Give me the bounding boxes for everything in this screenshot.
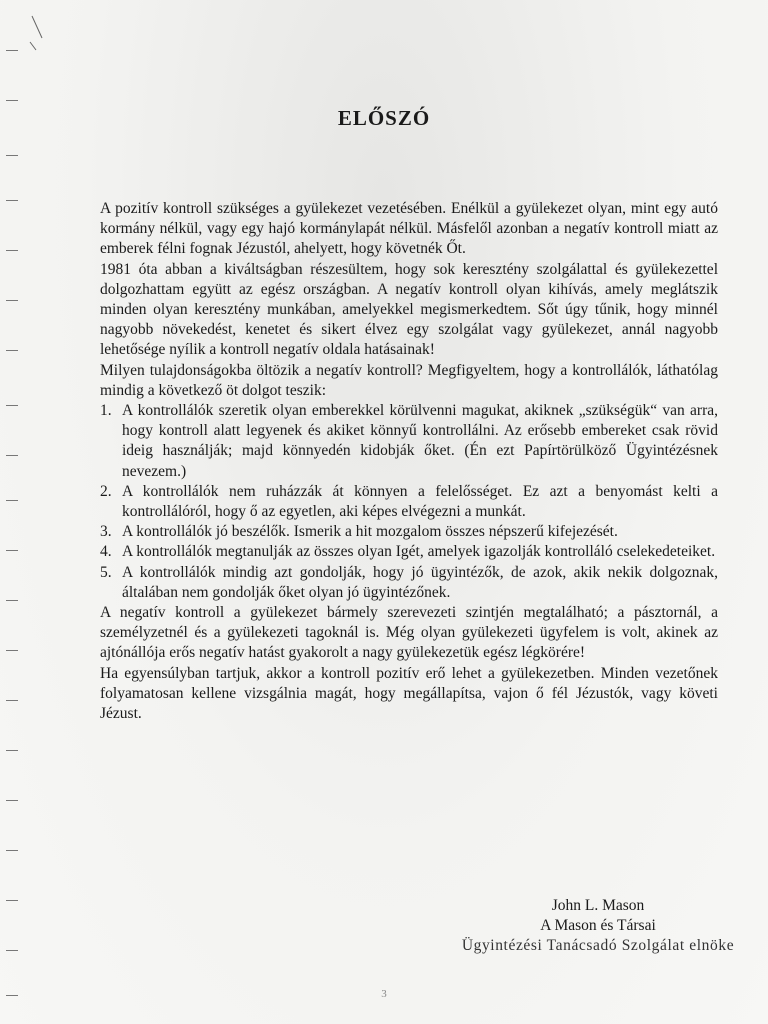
list-number: 5.: [100, 563, 112, 581]
list-number: 4.: [100, 543, 112, 561]
body-text: [100, 199, 718, 724]
signature-company: A Mason és Társai: [540, 917, 656, 934]
paragraph: Milyen tulajdonságokba öltözik a negatív kontroll? Megfigyeltem, hogy a kontrollálók, láthatólag mindig a következő öt dolgot teszik:: [100, 361, 718, 399]
page-number: 3: [381, 988, 387, 1000]
paragraph: A pozitív kontroll szükséges a gyülekezet vezetésében. Enélkül a gyülekezet olyan, mint egy autó kormány nélkül, vagy egy hajó kormánylapát nélkül. Másfelől azonban a negatív kontroll miatt az emberek félni fognak Jézustól, ahelyett, hogy követnék Őt.: [100, 200, 718, 258]
page-title: ELŐSZÓ: [337, 106, 431, 131]
list-item: [100, 542, 718, 562]
list-text: A kontrollálók megtanulják az összes olyan Igét, amelyek igazolják kontrolláló cselekedeteiket.: [122, 543, 716, 561]
margin-ticks: [6, 40, 20, 1000]
list-number: 3.: [100, 523, 112, 541]
scan-mark: [28, 12, 68, 52]
paragraph: A negatív kontroll a gyülekezet bármely szerevezeti szintjén megtalálható; a pásztornál, a személyzetnél és a gyülekezeti tagoknál is. Még olyan gyülekezeti ügyfelem is volt, akinek az ajtónállója erős negatív hatást gyakorolt a nagy gyülekezetük egész légkörére!: [100, 604, 718, 662]
list-item: [100, 563, 718, 603]
paragraph: Ha egyensúlyban tartjuk, akkor a kontroll pozitív erő lehet a gyülekezetben. Minden vezetőnek folyamatosan kellene vizsgálnia magát, hogy megállapítsa, vajon ő fél Jézustók, vagy követi Jézust.: [100, 664, 718, 723]
list-text: A kontrollálók jó beszélők. Ismerik a hit mozgalom összes népszerű kifejezését.: [122, 523, 618, 541]
list-text: A kontrollálók szeretik olyan emberekkel körülvenni magukat, akiknek „szükségük“ van arra, hogy kontroll alatt legyenek és akiket könnyű kontrollálni. Az erősebb embereket csak rövid ideig használják; majd könnyedén kidobják őket. (Én ezt Papírtörülköző Ügyintézésnek nevezem.): [122, 402, 718, 480]
list-number: 2.: [100, 482, 112, 500]
list-text: A kontrollálók mindig azt gondolják, hogy jó ügyintézők, de azok, akik nekik dolgoznak, általában nem gondolják őket olyan jó ügyintézőnek.: [122, 563, 718, 601]
numbered-list: [100, 401, 718, 603]
paragraph: 1981 óta abban a kiváltságban részesültem, hogy sok keresztény szolgálattal és gyülekezettel dolgozhattam együtt az egész országban. A negatív kontroll olyan kihívás, amely meglátszik minden olyan keresztény munkában, amelyekkel megismerkedtem. Sőt úgy tűnik, hogy minnél nagyobb növekedést, kenetet és sikert élvez egy szolgálat vagy gyülekezet, annál nagyobb lehetősége nyílik a kontroll negatív oldala hatásainak!: [100, 260, 718, 359]
signature-name: John L. Mason: [551, 897, 645, 914]
list-item: [100, 401, 718, 482]
signature-block: [440, 896, 756, 956]
list-item: [100, 482, 718, 522]
signature-role: Ügyintézési Tanácsadó Szolgálat elnöke: [461, 937, 735, 954]
list-item: [100, 522, 718, 542]
list-number: 1.: [100, 402, 112, 420]
list-text: A kontrollálók nem ruházzák át könnyen a felelősséget. Ez azt a benyomást kelti a kontrollálóról, hogy ő az egyetlen, aki képes elvégezni a munkát.: [122, 482, 718, 521]
